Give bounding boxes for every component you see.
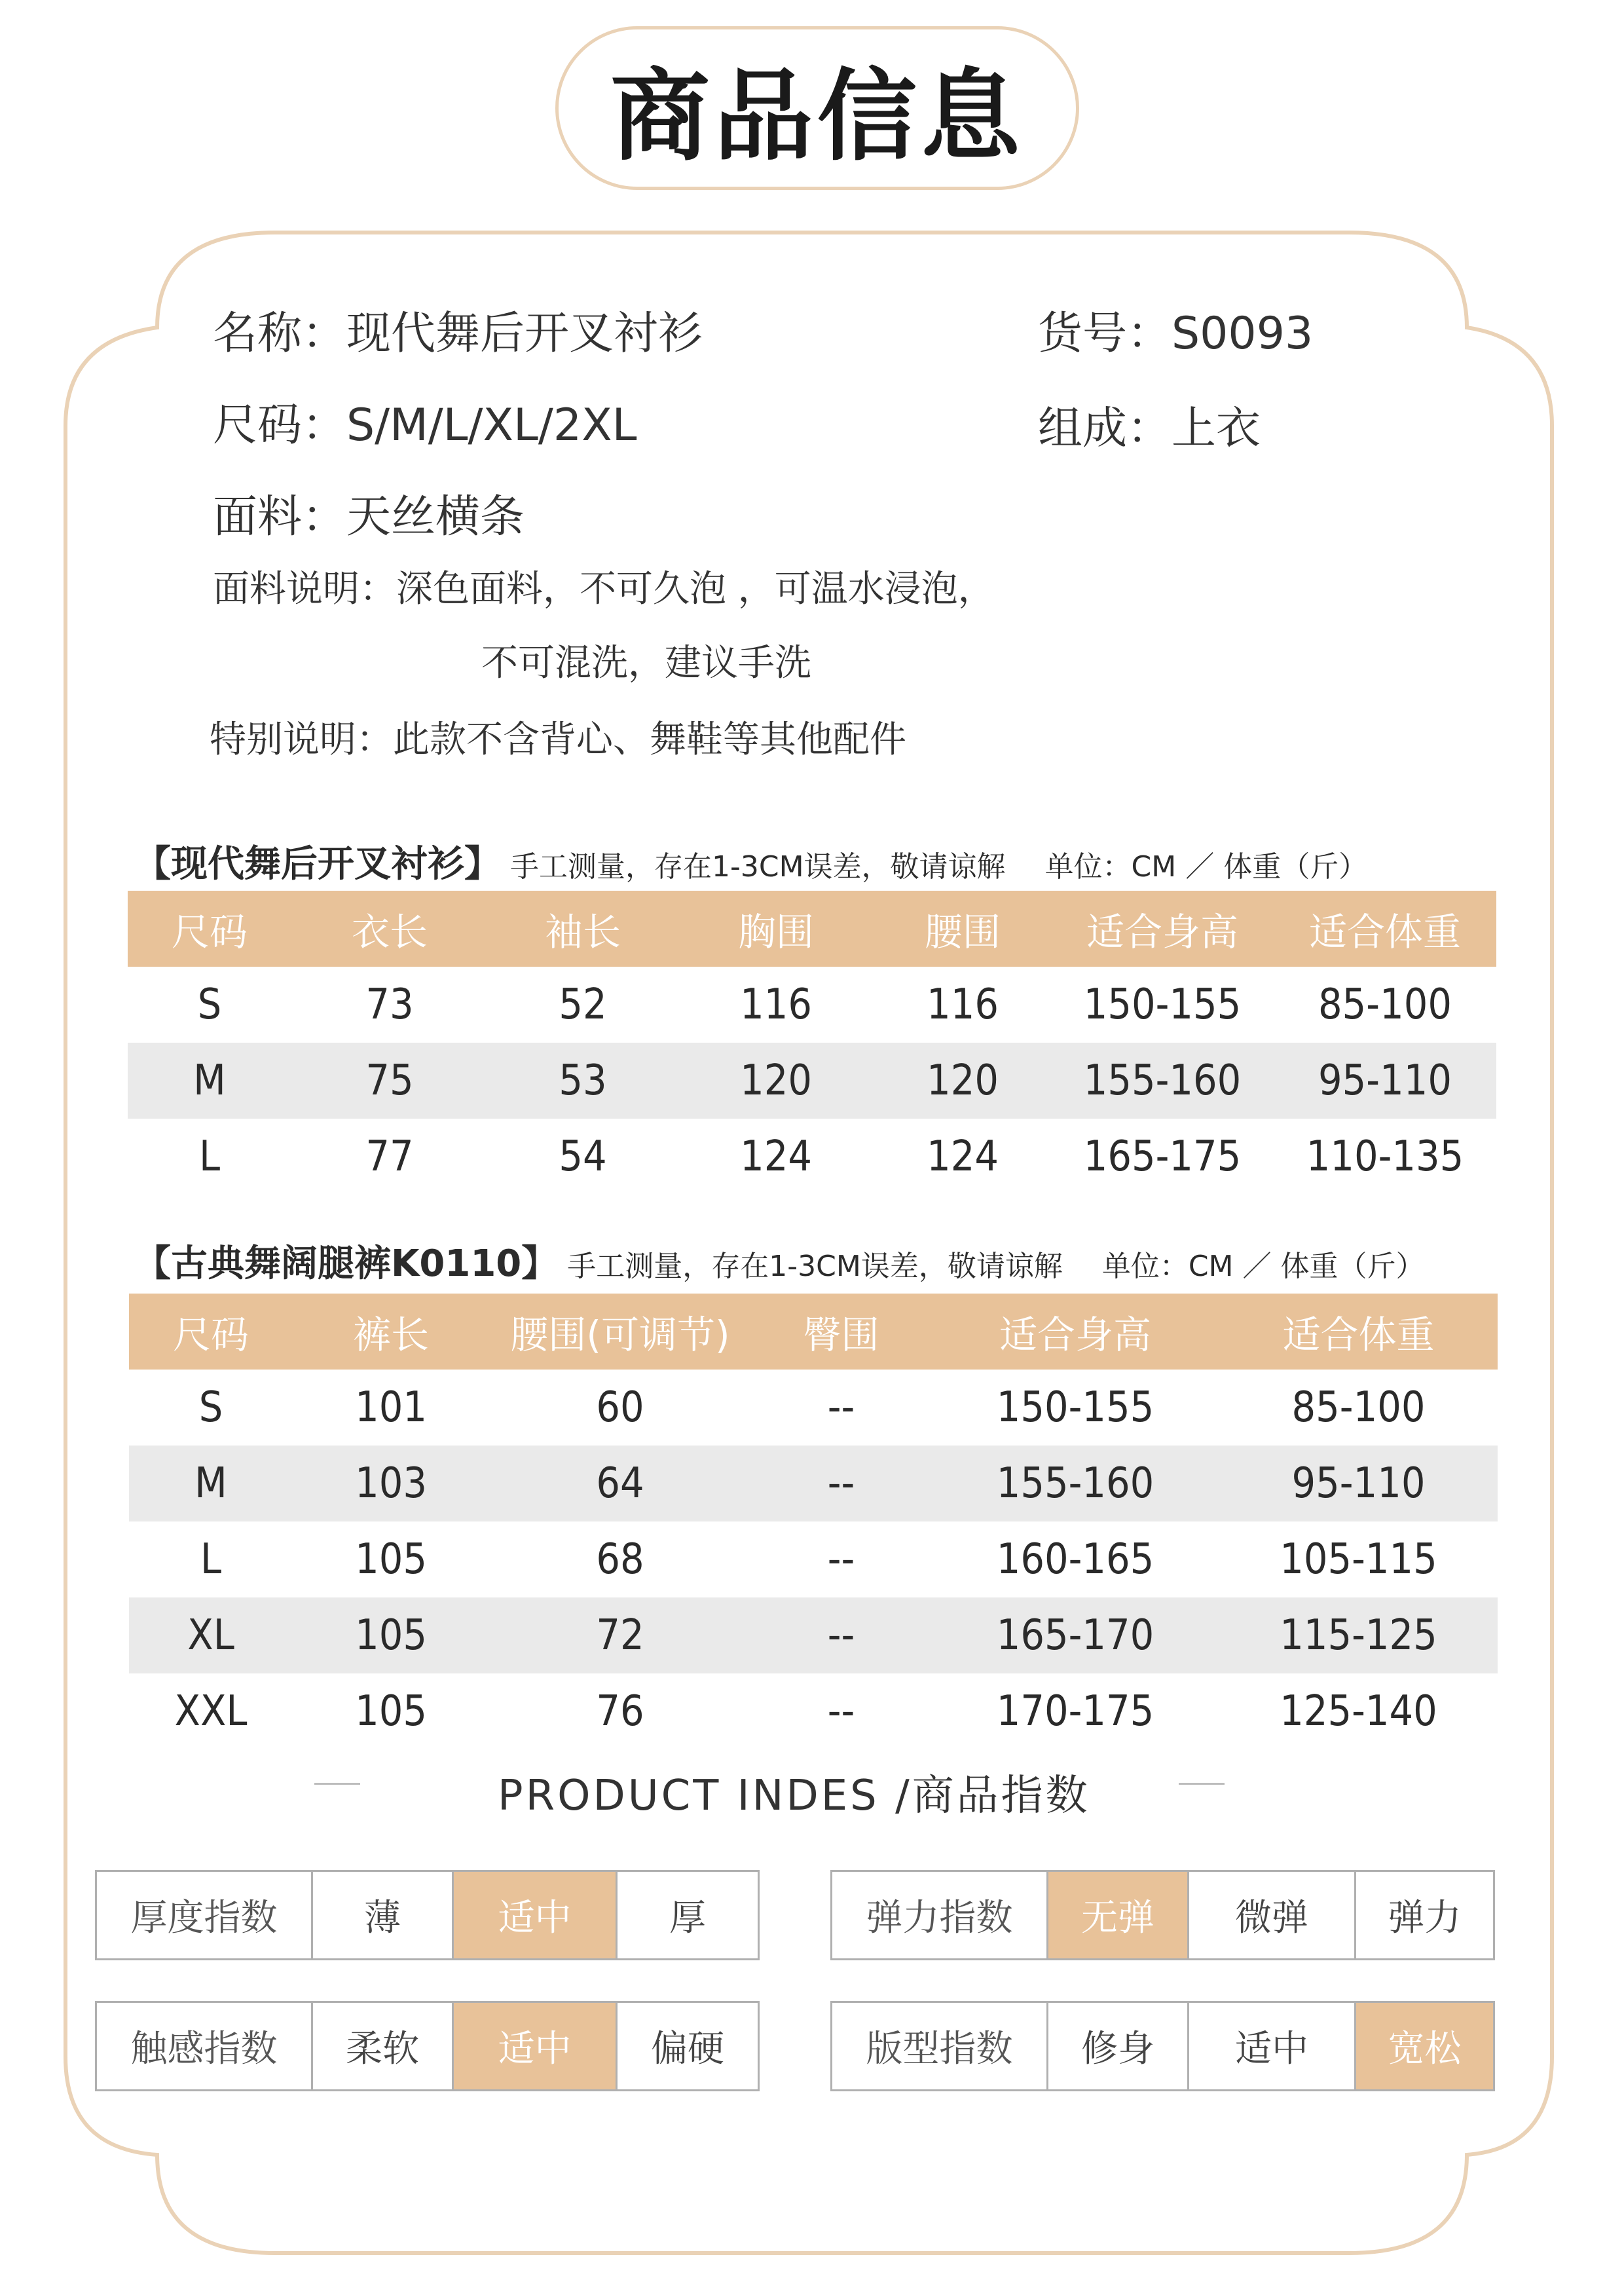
table-cell: 76 (596, 1687, 644, 1736)
table2-header-row (129, 1294, 1498, 1370)
index-option: 微弹 (1189, 1872, 1356, 1958)
table-cell: 75 (291, 1043, 488, 1119)
table1-size-chart (128, 891, 1496, 1195)
table2-header-height: 适合身高 (931, 1294, 1219, 1370)
fabric-note-line2: 不可混洗，建议手洗 (481, 642, 811, 684)
table-cell: 64 (489, 1446, 751, 1521)
table-cell: -- (827, 1383, 855, 1432)
fabric-note-line1: 面料说明：深色面料，不可久泡 ，可温水浸泡， (213, 568, 995, 610)
table-cell: L (198, 1132, 221, 1181)
index-option: 适中 (454, 1872, 618, 1958)
table-cell: S (198, 1383, 223, 1432)
table-row (129, 1521, 1498, 1597)
index-row-touch (95, 2001, 760, 2091)
table-cell: 170-175 (996, 1687, 1154, 1736)
table-cell: -- (827, 1687, 855, 1736)
index-option: 无弹 (1048, 1872, 1189, 1958)
table-cell: 72 (489, 1597, 751, 1673)
product-name: 名称：现代舞后开叉衬衫 (213, 308, 703, 360)
index-option: 偏硬 (651, 2028, 724, 2070)
table-cell: 110-135 (1306, 1132, 1464, 1181)
table-cell: 105 (355, 1535, 427, 1584)
table-row (128, 967, 1496, 1043)
table1-header-weight: 适合体重 (1274, 891, 1496, 967)
product-index-heading: PRODUCT INDES /商品指数 (498, 1772, 1090, 1820)
table-cell: 52 (559, 980, 607, 1029)
table1-caption-note: 手工测量，存在1-3CM误差，敬请谅解 (510, 850, 1006, 884)
heading-dash-left (314, 1783, 360, 1785)
table-cell: L (200, 1535, 222, 1584)
table-cell: 120 (874, 1043, 1051, 1119)
table-row (129, 1370, 1498, 1446)
index-option: 适中 (1189, 2003, 1356, 2089)
index-option: 修身 (1048, 2003, 1189, 2089)
table-cell: 125-140 (1280, 1687, 1437, 1736)
table1-header-row (128, 891, 1496, 967)
composition: 组成：上衣 (1038, 403, 1261, 455)
table-row (129, 1446, 1498, 1521)
table-cell: 85-100 (1291, 1383, 1426, 1432)
table-cell: -- (751, 1597, 931, 1673)
table-cell: XXL (174, 1687, 248, 1736)
table-cell: S (197, 980, 222, 1029)
table-cell: 54 (559, 1132, 607, 1181)
index-label: 厚度指数 (97, 1872, 313, 1958)
table-cell: 60 (596, 1383, 644, 1432)
index-row-elasticity (830, 1870, 1495, 1960)
table-cell: 124 (740, 1132, 812, 1181)
table-cell: 116 (927, 980, 999, 1029)
table-cell: 116 (740, 980, 812, 1029)
index-row-thickness (95, 1870, 760, 1960)
title-pill (555, 26, 1079, 190)
fabric: 面料：天丝横条 (213, 491, 525, 543)
table1-header-height: 适合身高 (1051, 891, 1274, 967)
table-cell: 124 (927, 1132, 999, 1181)
table-cell: 85-100 (1318, 980, 1452, 1029)
table-cell: 160-165 (996, 1535, 1154, 1584)
table-row (129, 1597, 1498, 1673)
table-cell: 150-155 (1083, 980, 1242, 1029)
table2-caption-name: 【古典舞阔腿裤K0110】 (134, 1242, 559, 1285)
table2-header-waist: 腰围(可调节) (489, 1294, 751, 1370)
table-cell: 120 (678, 1043, 874, 1119)
table2-header-size: 尺码 (129, 1294, 293, 1370)
table-cell: 101 (355, 1383, 427, 1432)
index-option: 薄 (313, 1872, 454, 1958)
table-row (129, 1673, 1498, 1749)
table1-header-chest: 胸围 (678, 891, 874, 967)
size-range: 尺码：S/M/L/XL/2XL (213, 400, 637, 451)
table2-caption-unit: 单位：CM ／ 体重（斤） (1101, 1250, 1425, 1283)
table-cell: 165-175 (1083, 1132, 1242, 1181)
index-option: 适中 (454, 2003, 618, 2089)
table-cell: 155-160 (1051, 1043, 1274, 1119)
table-cell: M (129, 1446, 293, 1521)
table-cell: 105-115 (1280, 1535, 1437, 1584)
table2-caption-note: 手工测量，存在1-3CM误差，敬请谅解 (567, 1250, 1063, 1283)
table-row (128, 1119, 1496, 1195)
table-cell: M (128, 1043, 291, 1119)
heading-dash-right (1179, 1783, 1225, 1785)
table-row (128, 1043, 1496, 1119)
table-cell: 68 (596, 1535, 644, 1584)
table1-header-length: 衣长 (291, 891, 488, 967)
index-label: 弹力指数 (832, 1872, 1048, 1958)
item-number: 货号：S0093 (1038, 308, 1314, 360)
table2-size-chart (129, 1294, 1498, 1749)
index-row-fit (830, 2001, 1495, 2091)
special-note: 特别说明：此款不含背心、舞鞋等其他配件 (210, 718, 906, 761)
index-option: 厚 (669, 1897, 706, 1939)
table-cell: 95-110 (1274, 1043, 1496, 1119)
table1-caption (134, 835, 1367, 887)
table-cell: 77 (365, 1132, 414, 1181)
index-label: 版型指数 (832, 2003, 1048, 2089)
table-cell: 103 (293, 1446, 489, 1521)
table-cell: 105 (355, 1687, 427, 1736)
table-cell: 105 (293, 1597, 489, 1673)
table-cell: 95-110 (1219, 1446, 1498, 1521)
table1-header-size: 尺码 (128, 891, 291, 967)
table-cell: 53 (488, 1043, 678, 1119)
table2-caption (134, 1235, 1425, 1287)
table-cell: 150-155 (996, 1383, 1154, 1432)
table1-header-sleeve: 袖长 (488, 891, 678, 967)
table-cell: 165-170 (931, 1597, 1219, 1673)
table2-header-length: 裤长 (293, 1294, 489, 1370)
index-option: 弹力 (1388, 1897, 1462, 1939)
table-cell: XL (129, 1597, 293, 1673)
table-cell: 155-160 (931, 1446, 1219, 1521)
table-cell: 115-125 (1219, 1597, 1498, 1673)
table1-caption-name: 【现代舞后开叉衬衫】 (134, 843, 501, 886)
index-label: 触感指数 (97, 2003, 313, 2089)
table1-header-waist: 腰围 (874, 891, 1051, 967)
table-cell: 73 (365, 980, 414, 1029)
table2-header-weight: 适合体重 (1219, 1294, 1498, 1370)
table-cell: -- (827, 1535, 855, 1584)
page-title: 商品信息 (610, 58, 1024, 174)
index-option: 柔软 (313, 2003, 454, 2089)
table2-header-hip: 臀围 (751, 1294, 931, 1370)
table1-caption-unit: 单位：CM ／ 体重（斤） (1044, 850, 1368, 884)
table-cell: -- (751, 1446, 931, 1521)
index-option: 宽松 (1356, 2003, 1493, 2089)
